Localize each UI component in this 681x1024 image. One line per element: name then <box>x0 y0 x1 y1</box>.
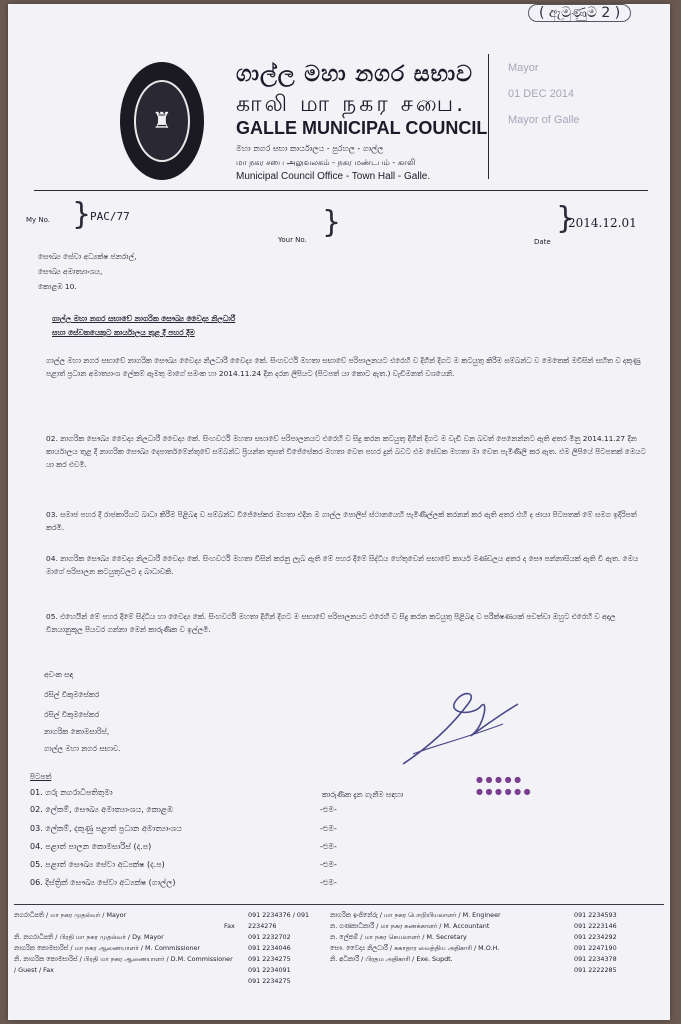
subject-line-2: සහා සේවකයෙකුට කාර්යාලය තුළ දී පහර දීම <box>52 328 195 337</box>
copy-row <box>30 805 450 815</box>
footer-phone[interactable]: 091 2234275 <box>248 955 291 963</box>
header-divider <box>488 54 489 179</box>
copy-no: 02. <box>30 805 43 814</box>
copy-row <box>30 860 450 870</box>
seal-emblem-icon: ♜ <box>134 80 190 162</box>
date-label: Date <box>534 238 551 246</box>
copies-label: පිටපත් <box>30 772 52 781</box>
council-seal <box>120 62 204 180</box>
copy-text: ලේකම්, දකුණු පළාත් ප්‍රධාන අමාත්‍යාංශය <box>45 824 182 833</box>
signature <box>393 684 533 774</box>
footer-label: නි. අධිකාරී / பிரதம அதிகாரி / Exe. Supdt. <box>330 955 453 963</box>
copy-text: පළාත් සෞඛ්‍ය සේවා අධ්‍යක්ෂ (ද.ප) <box>45 860 165 869</box>
pencil-annotation: ( ඇමුණුම 2 ) <box>528 4 631 22</box>
footer-phone[interactable]: 091 2234378 <box>574 955 617 963</box>
council-name-tamil: காலி மா நகர சபை. <box>236 92 467 117</box>
copy-no: 03. <box>30 824 43 833</box>
copy-mark: -එම- <box>320 805 337 814</box>
signoff-line-1: අවංක සඳ <box>44 670 74 679</box>
copy-text: ලේකම්, සෞඛ්‍ය අමාත්‍යාංශය, කොළඹ <box>45 805 173 814</box>
footer-phone[interactable]: 091 2234091 <box>248 966 291 974</box>
your-no-label: Your No. <box>278 236 307 244</box>
copy-no: 06. <box>30 878 43 887</box>
footer-label: නගරාධිපති / மா நகர முதல்வர் / Mayor <box>14 911 127 919</box>
footer-phone[interactable]: 091 2234376 / 091 2234276 <box>248 911 310 930</box>
official-seal-stamp: ● ● ● ● ● ● ● ● ● ● ● <box>476 775 531 796</box>
signoff-line-5: ගාල්ල මහා නගර සභාව. <box>44 744 121 753</box>
footer-label: නි. නාගරික කොමසාරිස් / பிரதி மா நகர ஆணையாளர் / D.M. Commissioner <box>14 955 233 963</box>
my-no-value: PAC/77 <box>90 210 130 223</box>
footer-label: Fax <box>224 922 235 930</box>
copy-row <box>30 824 450 834</box>
copy-row <box>30 878 450 888</box>
council-name-sinhala: ගාල්ල මහා නගර සභාව <box>236 62 473 87</box>
stamp-line-3: Mayor of Galle <box>508 114 580 126</box>
address-english: Municipal Council Office - Town Hall - Galle. <box>236 171 431 182</box>
footer-label: සෞ. වෛද්‍ය නිලධාරී / சுகாதார வைத்திய அதிகாரி / M.O.H. <box>330 944 500 952</box>
copy-text: දිස්ත්‍රික් සෞඛ්‍ය සේවා අධ්‍යක්ෂ (ගාල්ල) <box>45 878 176 887</box>
letter-page <box>8 4 670 1020</box>
copy-row <box>30 788 450 798</box>
copy-mark: -එම- <box>320 842 337 851</box>
footer-label: න. ලේකම් / மா நகர செயலாளர் / M. Secretary <box>330 933 467 941</box>
paragraph-3: 03. සමාජ පහර දී රාජකාරියට බාධා කිරීම පිළිබඳ ව සම්බන්ධ විජේසේකර මහතා එදින ම ගාල්ල පොලිස් ස්ථානයෙහි පැමිණිල්ලක් කරනන් කර ඇති අතර එහි ද ඡායා පිටපතක් මේ සමග ඉදිරිපත් කරමි. <box>46 510 637 532</box>
copy-no: 04. <box>30 842 43 851</box>
footer-right-labels <box>330 910 568 965</box>
copy-no: 05. <box>30 860 43 869</box>
addressee-line-3: කොළඹ 10. <box>38 282 77 291</box>
copy-no: 01. <box>30 788 43 797</box>
addressee-line-1: සෞඛ්‍ය සේවා අධ්‍යක්ෂ ජනරාල්, <box>38 252 137 261</box>
addressee-line-2: සෞඛ්‍ය අමාත්‍යාංශය, <box>38 267 103 276</box>
paragraph-2: 02. නාගරික සෞඛ්‍ය වෛද්‍ය නිලධාරී වෛද්‍ය කේ. සිංහවර්ථි මහතා සභාවේ පරිපාලනයට එරෙහි ව සිදු කරන කටයුතු දිගින් දිගට ම වැඩි වන බවත් පෙනෙන්නට ඇති අතර මිනු 2014.11.27 දින කාර්යාලය තුළ දී නාගරික සෞඛ්‍ය දෙපාර්තමේන්තුවේ සම්බන්ධ ප්‍රියන්ත තුසත් විජේසේකර මහතා වෙත පහර දුන් බවට එම සේවක මහතා මා වෙත පැමිණිලි කර ඇත. එම ලිපියේ පිටපතක් මෙයට යා කර එවමි. <box>46 434 646 469</box>
address-sinhala: මහා නගර සභා කාර්යාලය - පුරහල - ගාල්ල <box>236 144 384 153</box>
footer-phone[interactable]: 091 2223146 <box>574 922 617 930</box>
copy-text: පළාත් පාලන කොමසාරිස් (ද.ප) <box>45 842 152 851</box>
footer-phone[interactable]: 091 2234275 <box>248 977 291 985</box>
footer-label: නාගරික ඉංජිනේරු / மா நகர பொறியியலாளர் / M. Engineer <box>330 911 501 919</box>
copy-mark: -එම- <box>320 824 337 833</box>
brace-icon: } <box>322 205 342 240</box>
footer-phone[interactable]: 091 2232702 <box>248 933 291 941</box>
footer-left-phones <box>248 910 328 987</box>
copy-mark: -එම- <box>320 860 337 869</box>
stamp-line-2: 01 DEC 2014 <box>508 88 575 100</box>
stamp-line-1: Mayor <box>508 62 539 74</box>
paragraph-5: 05. එහෙයින් මේ පහර දීමේ සිද්ධිය හා වෛද්‍ය කේ. සිංහවර්ථි මහතා දිගින් දිගට ම සභාවේ පරිපාලනයට එරෙහි ව සිදු කරන කටයුතු පිළිබඳ ව පරීක්ෂණයක් පවත්වා ඔහුට එරෙහි ව අදාල විනයානුකූල පියවර ගන්නා මෙන් කාරුණික ව ඉල්ලමි. <box>46 612 616 634</box>
address-tamil: மா நகர சபை அலுவலகம் - நகர மண்டபம் - காலி <box>236 158 416 167</box>
received-stamp <box>508 62 658 162</box>
signoff-line-4: නාගරික කොමසාරිස්, <box>44 727 110 736</box>
footer-rule <box>14 904 664 905</box>
date-value: 2014.12.01 <box>568 216 637 230</box>
council-name-english: GALLE MUNICIPAL COUNCIL <box>236 118 488 138</box>
footer-label: න. ගණකාධිකාරී / மா நகர கணக்காளர் / M. Accountant <box>330 922 490 930</box>
footer-phone[interactable]: 091 2234046 <box>248 944 291 952</box>
footer-right-phones <box>574 910 654 976</box>
subject-line-1: ගාල්ල මහා නගර සභාවේ නාගරික සෞඛ්‍ය වෛද්‍ය නිලධාරී <box>52 314 236 323</box>
footer-label: නාගරික කොමසාරිස් / மா நகர ஆணையாளர் / M. Commissioner <box>14 944 201 952</box>
footer-phone[interactable]: 091 2247190 <box>574 944 617 952</box>
header-rule <box>34 190 648 191</box>
footer-label: නි. නගරාධිපති / பிரதி மா நகர முதல்வர் / Dy. Mayor <box>14 933 164 941</box>
footer-phone[interactable]: 091 2234292 <box>574 933 617 941</box>
footer-phone[interactable]: 091 2234593 <box>574 911 617 919</box>
copy-mark: -එම- <box>320 878 337 887</box>
copies-note: කාරුණික දැන ගැනීම සඳහා <box>322 790 404 799</box>
copy-text: ගරු නගරාධිපතිතුමා <box>45 788 113 797</box>
signoff-line-2: රසිල් විකුමසේකර <box>44 690 100 699</box>
my-no-label: My No. <box>26 216 51 224</box>
paragraph-1: ගාල්ල මහා නගර සභාවේ නාගරික සෞඛ්‍ය වෛද්‍ය නිලධාරී වෛද්‍ය කේ. සිංහවර්ථි මහතා සභාවේ පරිපාලනයට එරෙහි ව දිගින් දිගට ම කටයුතු කිරීම සම්බන්ධ ව මෙතෙක් මවිසින් සහිත ව දකුණු පළාත් ප්‍රධාන අමාත්‍යාංශ ලේකම් ඇමතු මාගේ සමංක හා 2014.11.24 දින දරන ලිපියට (පිටපත් යා කොට ඇත.) වැඩිමනත් වශයෙනි. <box>46 356 641 378</box>
footer-phone[interactable]: 091 2222285 <box>574 966 617 974</box>
footer-label: / Guest / Fax <box>14 966 54 974</box>
signoff-line-3: රසිල් විකුමසේකර <box>44 710 100 719</box>
brace-icon: } <box>72 197 92 232</box>
brace-icon: } <box>556 201 576 236</box>
copy-row <box>30 842 450 852</box>
paragraph-4: 04. නාගරික සෞඛ්‍ය වෛද්‍ය නිලධාරී වෛද්‍ය කේ. සිංහවර්ථි මහතා විසින් කරනු ලැබ ඇති මේ පහර දීමේ සිද්ධිය හේතුවෙන් සභාවේ කාර්ය මණ්ඩලය අතර ද සෞ පන්නාසියක් ඇති වී ඇත. මෙය මාගේ පරිපාලන කටයුතුවලට ද බාධාවකි. <box>46 554 639 576</box>
